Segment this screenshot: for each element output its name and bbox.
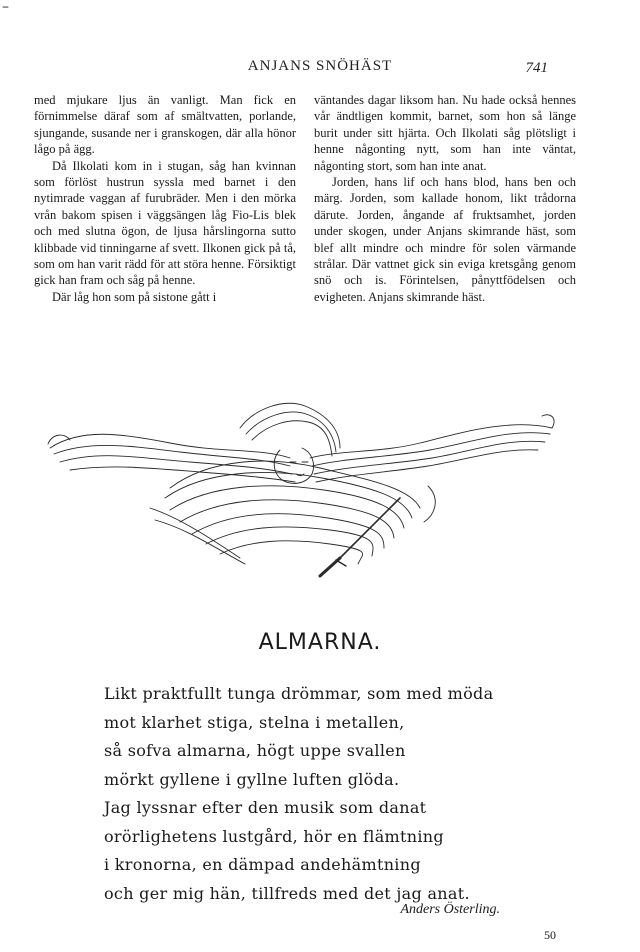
paragraph: med mjukare ljus än vanligt. Man fick en förnimmelse däraf som af smältvatten, porlande, sjungande, susande ner i granskogen, där alla hönor lågo på ägg.: [34, 93, 296, 157]
poem-line: och ger mig hän, tillfreds med det jag anat.: [104, 883, 470, 903]
paragraph: Jorden, hans lif och hans blod, hans ben och märg. Jorden, som kallade honom, likt trådorna därute. Jorden, ångande af fruktsamhet, jorden under skogen, under Anjans skimrande häst, som blef allt mindre och mindre för solen värmande strålar. Där vattnet gick sin eviga kretsgång genom snö och is. Förintelsen, pånyttfödelsen och evigheten. Anjans skimrande häst.: [314, 175, 576, 304]
poem-line: mörkt gyllene i gyllne luften glöda.: [104, 769, 400, 789]
flowing-hair-woman-illustration: [40, 388, 560, 588]
poem-line: mot klarhet stiga, stelna i metallen,: [104, 712, 405, 732]
poem: [104, 680, 544, 908]
paragraph: väntandes dagar liksom han. Nu hade också hennes vår ändtligen kommit, barnet, som hon så länge burit under sitt hjärta. Och Ilkolati såg plötsligt i henne någonting nytt, som han inte väntat, någonting stort, som han inte anat.: [314, 93, 576, 173]
poem-title: ALMARNA.: [258, 630, 382, 655]
running-title: ANJANS SNÖHÄST: [247, 58, 393, 74]
poem-line: Jag lyssnar efter den musik som danat: [104, 798, 427, 817]
signature-number: 50: [544, 928, 556, 942]
page-number: 741: [525, 60, 548, 76]
poem-line: så sofva almarna, högt uppe svallen: [104, 741, 406, 760]
poem-line: orörlighetens lustgård, hör en flämtning: [104, 826, 444, 846]
poem-line: i kronorna, en dämpad andehämtning: [104, 855, 421, 874]
left-text-column: [34, 92, 296, 305]
corner-mark: –: [2, 0, 9, 15]
paragraph: Där låg hon som på sistone gått i: [52, 289, 217, 304]
poem-line: Likt praktfullt tunga drömmar, som med möda: [104, 684, 494, 703]
right-text-column: [314, 92, 576, 305]
poem-author: Anders Österling.: [400, 902, 500, 917]
paragraph: Då Ilkolati kom in i stugan, såg han kvinnan som förlöst hustrun syssla med barnet i den nytimrade vaggan af furubräder. Men i den mörka vrån bakom spisen i väggsängen låg Fio-Lis blek och med slutna ögon, de ljusa hårslingorna sutto klibbade vid tinningarne af svett. Ilkonen gick på tå, som om han varit rädd för att störa henne. Försiktigt gick han fram och såg på henne.: [34, 158, 296, 288]
